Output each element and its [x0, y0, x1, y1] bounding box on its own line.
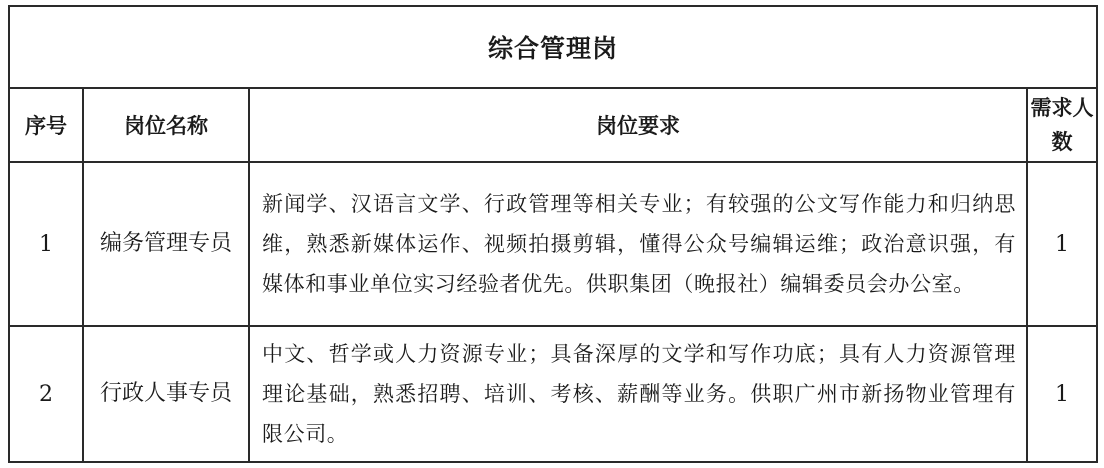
job-posting-document [8, 5, 1096, 459]
row-position: 行政人事专员 [83, 326, 249, 462]
job-table [8, 5, 1098, 463]
header-count: 需求人数 [1027, 88, 1097, 162]
row-count: 1 [1027, 162, 1097, 326]
header-position: 岗位名称 [83, 88, 249, 162]
row-position: 编务管理专员 [83, 162, 249, 326]
row-requirements: 中文、哲学或人力资源专业；具备深厚的文学和写作功底；具有人力资源管理理论基础，熟悉招聘、培训、考核、薪酬等业务。供职广州市新扬物业管理有限公司。 [249, 326, 1027, 462]
header-index: 序号 [9, 88, 83, 162]
row-requirements: 新闻学、汉语言文学、行政管理等相关专业；有较强的公文写作能力和归纳思维，熟悉新媒体运作、视频拍摄剪辑，懂得公众号编辑运维；政治意识强，有媒体和事业单位实习经验者优先。供职集团（晚报社）编辑委员会办公室。 [249, 162, 1027, 326]
row-index: 2 [9, 326, 83, 462]
table-header-row [9, 88, 1097, 162]
table-title-row [9, 6, 1097, 88]
table-title: 综合管理岗 [9, 6, 1097, 88]
row-index: 1 [9, 162, 83, 326]
table-row [9, 162, 1097, 326]
row-count: 1 [1027, 326, 1097, 462]
header-requirements: 岗位要求 [249, 88, 1027, 162]
table-row [9, 326, 1097, 462]
